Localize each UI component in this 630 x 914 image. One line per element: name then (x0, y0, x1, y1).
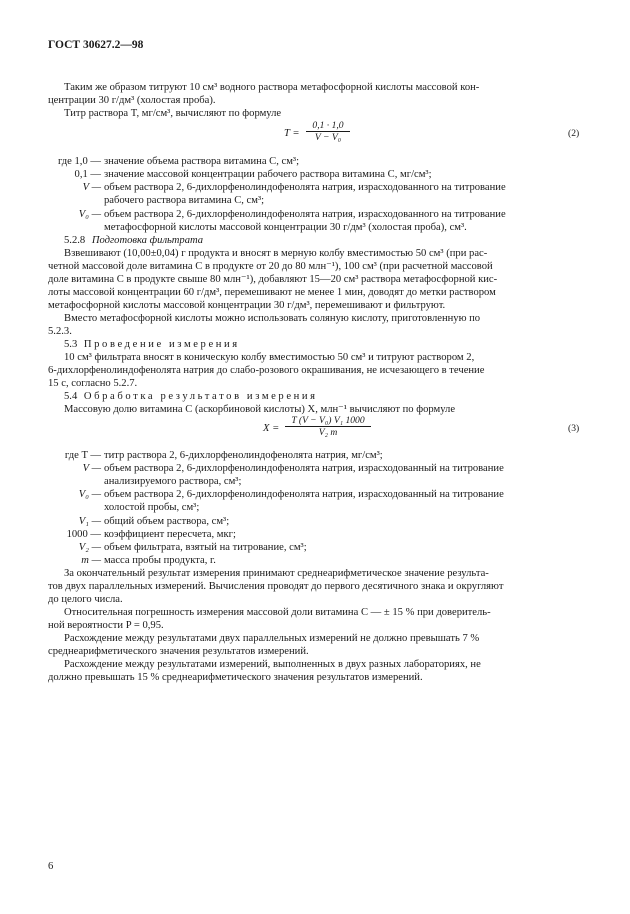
formula-2-denominator: V − V₀ (306, 131, 350, 143)
var-desc: объем раствора 2, 6-дихлорфенолиндофенолята натрия, израсходованный на титрование (104, 463, 504, 474)
text-line: Взвешивают (10,00±0,04) г продукта и вносят в мерную колбу вместимостью 50 см³ (при рас- (64, 248, 488, 259)
formula-2-number: (2) (568, 128, 580, 139)
formula-3-lhs: X = (263, 423, 280, 434)
text-line: Расхождение между результатами измерений, выполненных в двух разных лабораториях, не (64, 659, 481, 670)
formula-3-denominator: V₂ m (285, 426, 371, 438)
section-heading-5-4 (64, 390, 318, 403)
text-line: должно превышать 15 % среднеарифметического значения результатов измерений. (48, 672, 423, 683)
text-line: 10 см³ фильтрата вносят в коническую колбу вместимостью 50 см³ и титруют раствором 2, (64, 352, 475, 363)
text-line: тов двух параллельных измерений. Вычисления проводят до первого десятичного знака и округляют (48, 581, 504, 592)
text-line: Относительная погрешность измерения массовой доли витамина С — ± 15 % при доверитель- (64, 607, 491, 618)
var-desc: коэффициент пересчета, мкг; (104, 529, 236, 540)
formula-2-numerator: 0,1 · 1,0 (312, 120, 344, 131)
section-heading-5-3 (64, 338, 240, 351)
section-title: Обработка результатов измерения (83, 391, 318, 402)
section-number: 5.3 (64, 339, 78, 350)
var-desc: титр раствора 2, 6-дихлорфенолиндофенолята натрия, мг/см³; (104, 450, 383, 461)
var-label: m — (81, 555, 101, 566)
text-line: доле витамина С в продукте свыше 80 млн⁻¹), добавляют 15—20 см³ раствора метафосфорной кис- (48, 274, 498, 285)
var-label: где 1,0 — (57, 156, 101, 167)
var-desc: общий объем раствора, см³; (104, 516, 230, 527)
section-number: 5.4 (64, 391, 78, 402)
page-header: ГОСТ 30627.2—98 (48, 39, 144, 51)
var-desc-cont: анализируемого раствора, см³; (104, 476, 242, 487)
var-desc: объем фильтрата, взятый на титрование, см³; (104, 542, 307, 553)
var-label: V — (82, 182, 101, 193)
var-desc-cont: холостой пробы, см³; (104, 502, 200, 513)
var-label: V₀ — (78, 489, 101, 500)
text-line: 15 с, согласно 5.2.7. (48, 378, 138, 389)
var-desc: значение массовой концентрации рабочего раствора витамина С, мг/см³; (104, 169, 432, 180)
text-line: 5.2.3. (48, 326, 72, 337)
var-desc-cont: метафосфорной кислоты массовой концентрации 30 г/дм³ (холостая проба), см³. (104, 222, 467, 233)
text-line: Вместо метафосфорной кислоты можно использовать соляную кислоту, приготовленную по (64, 313, 481, 324)
formula-3-fraction (285, 415, 371, 438)
var-label: V₁ — (78, 516, 101, 527)
var-desc: объем раствора 2, 6-дихлорфенолиндофенолята натрия, израсходованный на титрование (104, 489, 504, 500)
text-line: Расхождение между результатами двух параллельных измерений не должно превышать 7 % (64, 633, 480, 644)
var-label: 0,1 — (74, 169, 101, 180)
text-line: Таким же образом титруют 10 см³ водного раствора метафосфорной кислоты массовой кон- (64, 82, 480, 93)
var-desc: объем раствора 2, 6-дихлорфенолиндофенолята натрия, израсходованного на титрование (104, 182, 506, 193)
text-line: Титр раствора T, мг/см³, вычисляют по формуле (64, 108, 282, 119)
formula-3-numerator: T (V − V₀) V₁ 1000 (291, 415, 365, 426)
var-label: V — (82, 463, 101, 474)
var-desc: значение объема раствора витамина С, см³; (104, 156, 300, 167)
var-desc: объем раствора 2, 6-дихлорфенолиндофенолята натрия, израсходованного на титрование (104, 209, 506, 220)
text-line: метафосфорной кислоты массовой концентрации 30 г/дм³, перемешивают и фильтруют. (48, 300, 446, 311)
text-line: За окончательный результат измерения принимают среднеарифметическое значение результа- (64, 568, 489, 579)
text-line: Массовую долю витамина С (аскорбиновой кислоты) X, млн⁻¹ вычисляют по формуле (64, 404, 456, 415)
text-line: центрации 30 г/дм³ (холостая проба). (48, 95, 216, 106)
var-label: V₂ — (78, 542, 101, 553)
section-heading-5-2-8 (64, 234, 203, 247)
section-title: Подготовка фильтрата (91, 235, 204, 246)
section-title: Проведение измерения (83, 339, 240, 350)
var-label: 1000 — (66, 529, 101, 540)
var-label: где T — (64, 450, 101, 461)
text-line: среднеарифметического значения результатов измерений. (48, 646, 309, 657)
var-desc-cont: рабочего раствора витамина С, см³; (104, 195, 265, 206)
page-number: 6 (48, 861, 54, 872)
var-label: V₀ — (78, 209, 101, 220)
text-line: четной массовой доле витамина С в продукте от 20 до 80 млн⁻¹), 100 см³ (при расчетной массовой (48, 261, 493, 272)
formula-2-fraction (306, 120, 350, 143)
text-line: 6-дихлорфенолиндофенолята натрия до слабо-розового окрашивания, не исчезающего в течение (48, 365, 485, 376)
text-line: лоты массовой концентрации 60 г/дм³, перемешивают не менее 1 мин, доводят до метки раствором (48, 287, 496, 298)
text-line: ной вероятности P = 0,95. (48, 620, 164, 631)
var-desc: масса пробы продукта, г. (104, 555, 216, 566)
formula-3-number: (3) (568, 423, 580, 434)
section-number: 5.2.8 (64, 235, 86, 246)
formula-2-lhs: T = (284, 128, 300, 139)
text-line: до целого числа. (48, 594, 123, 605)
